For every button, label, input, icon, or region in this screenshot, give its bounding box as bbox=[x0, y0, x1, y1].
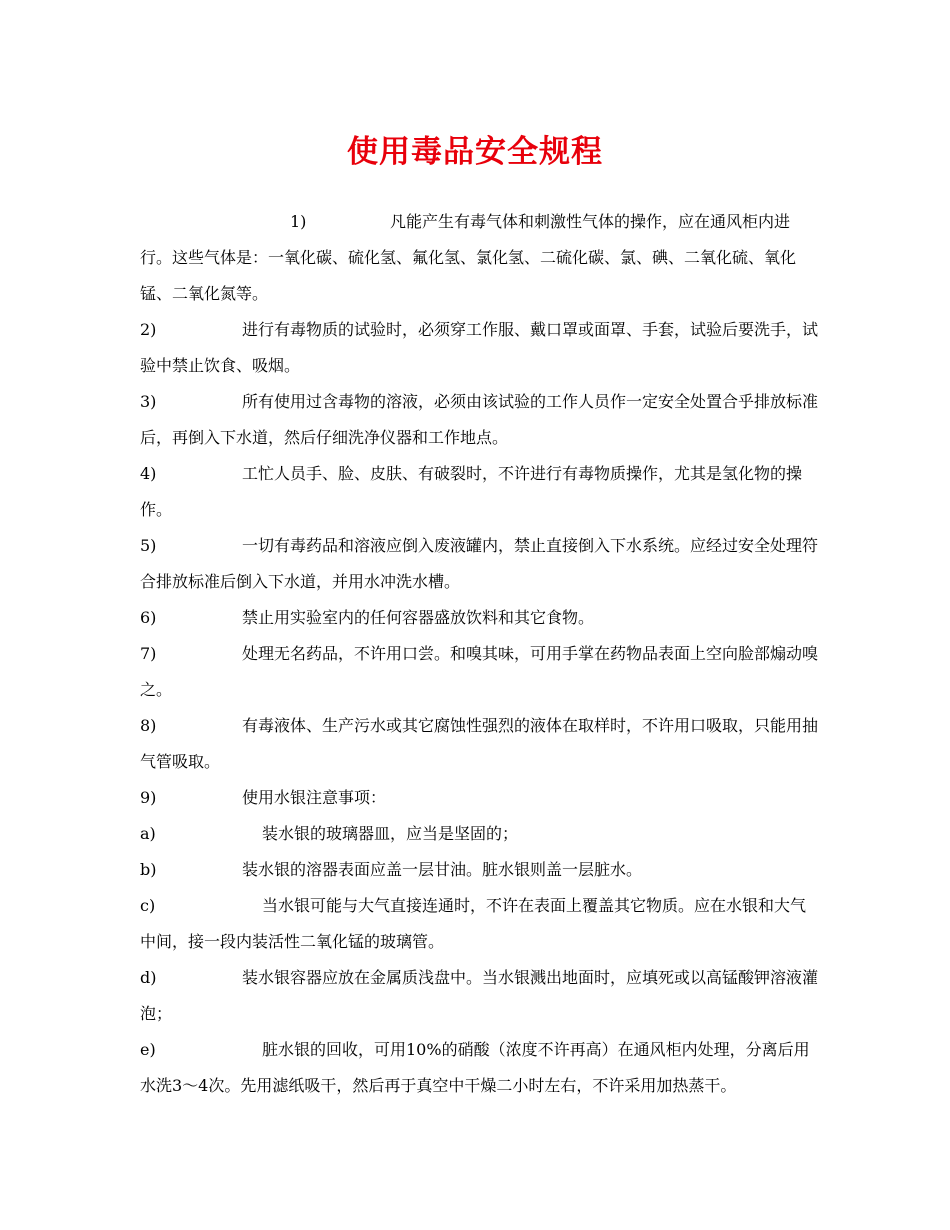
item-text: 当水银可能与大气直接连通时，不许在表面上覆盖其它物质。应在水银和大气中间，接一段内装活性二氧化锰的玻璃管。 bbox=[140, 896, 807, 951]
item-number: 9) bbox=[140, 788, 157, 807]
list-item bbox=[140, 528, 820, 600]
item-number: 5) bbox=[140, 536, 157, 555]
list-item bbox=[140, 384, 820, 456]
item-text: 禁止用实验室内的任何容器盛放饮料和其它食物。 bbox=[242, 608, 595, 627]
item-text: 装水银的玻璃器皿，应当是坚固的； bbox=[262, 824, 519, 843]
list-item bbox=[140, 312, 820, 384]
item-text: 进行有毒物质的试验时，必须穿工作服、戴口罩或面罩、手套，试验后要洗手，试验中禁止饮食、吸烟。 bbox=[140, 320, 819, 375]
item-number: 7) bbox=[140, 644, 157, 663]
item-letter: d) bbox=[140, 968, 157, 987]
list-item bbox=[140, 204, 820, 312]
list-item bbox=[140, 780, 820, 816]
list-item bbox=[140, 600, 820, 636]
item-text: 凡能产生有毒气体和刺激性气体的操作，应在通风柜内进行。这些气体是：一氧化碳、硫化氢、氟化氢、氯化氢、二硫化碳、氯、碘、二氧化硫、氧化锰、二氧化氮等。 bbox=[140, 212, 797, 303]
item-text: 装水银容器应放在金属质浅盘中。当水银溅出地面时，应填死或以高锰酸钾溶液灌泡； bbox=[140, 968, 819, 1023]
item-number: 6) bbox=[140, 608, 157, 627]
document-body bbox=[140, 204, 820, 1104]
item-text: 处理无名药品，不许用口尝。和嗅其味，可用手掌在药物品表面上空向脸部煽动嗅之。 bbox=[140, 644, 819, 699]
item-letter: e) bbox=[140, 1040, 156, 1059]
document-title: 使用毒品安全规程 bbox=[347, 134, 603, 170]
sub-list-item bbox=[140, 852, 820, 888]
sub-list-item bbox=[140, 816, 820, 852]
sub-list-item bbox=[140, 1032, 820, 1104]
item-number: 8) bbox=[140, 716, 157, 735]
item-text: 工忙人员手、脸、皮肤、有破裂时，不许进行有毒物质操作，尤其是氢化物的操作。 bbox=[140, 464, 803, 519]
item-text: 有毒液体、生产污水或其它腐蚀性强烈的液体在取样时，不许用口吸取，只能用抽气管吸取。 bbox=[140, 716, 819, 771]
list-item bbox=[140, 708, 820, 780]
item-number: 2) bbox=[140, 320, 157, 339]
sub-list-item bbox=[140, 888, 820, 960]
list-item bbox=[140, 636, 820, 708]
item-letter: b) bbox=[140, 860, 157, 879]
sub-list-item bbox=[140, 960, 820, 1032]
item-text: 使用水银注意事项： bbox=[242, 788, 387, 807]
item-text: 一切有毒药品和溶液应倒入废液罐内，禁止直接倒入下水系统。应经过安全处理符合排放标准后倒入下水道，并用水冲洗水槽。 bbox=[140, 536, 819, 591]
item-number: 4) bbox=[140, 464, 157, 483]
item-number: 1) bbox=[290, 212, 307, 231]
item-letter: a) bbox=[140, 824, 156, 843]
item-number: 3) bbox=[140, 392, 157, 411]
list-item bbox=[140, 456, 820, 528]
item-text: 所有使用过含毒物的溶液，必须由该试验的工作人员作一定安全处置合乎排放标准后，再倒入下水道，然后仔细洗净仪器和工作地点。 bbox=[140, 392, 819, 447]
item-text: 装水银的溶器表面应盖一层甘油。脏水银则盖一层脏水。 bbox=[242, 860, 643, 879]
item-letter: c) bbox=[140, 896, 156, 915]
item-text: 脏水银的回收，可用10%的硝酸（浓度不许再高）在通风柜内处理，分离后用水洗3～4次。先用滤纸吸干，然后再于真空中干燥二小时左右，不许采用加热蒸干。 bbox=[140, 1040, 810, 1095]
